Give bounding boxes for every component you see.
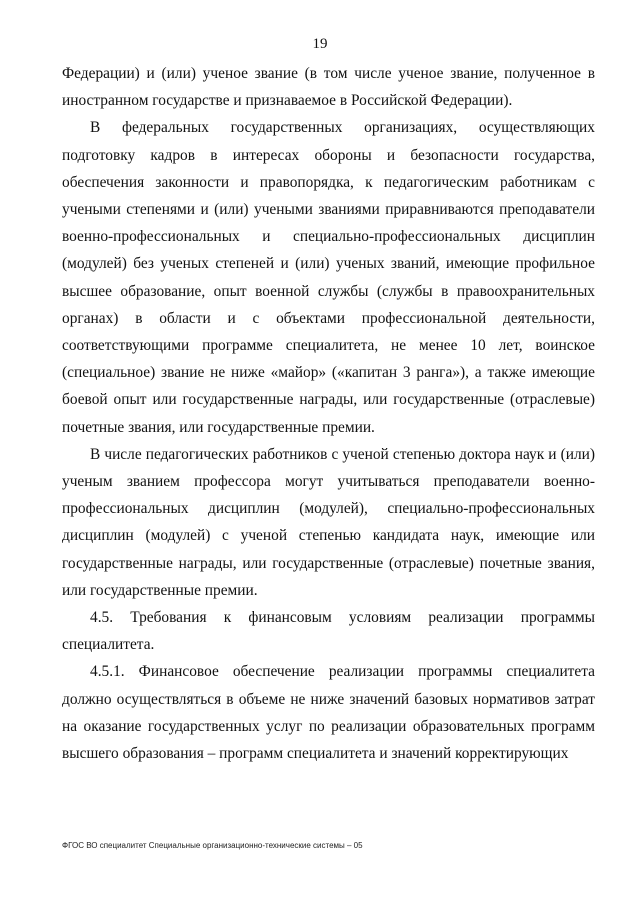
- paragraph-4-5-1: 4.5.1. Финансовое обеспечение реализации программы специалитета должно осуществляться в объеме не ниже значений базовых нормативов затрат на оказание государственных услуг по реализации образовательных программ высшего образования – программ специалитета и значений корректирующих: [62, 663, 595, 763]
- page-footer: ФГОС ВО специалитет Специальные организационно-технические системы – 05: [62, 841, 363, 850]
- page-number: 19: [312, 36, 328, 52]
- paragraph-continuation: Федерации) и (или) ученое звание (в том числе ученое звание, полученное в иностранном государстве и признаваемое в Российской Федерации).: [62, 65, 595, 110]
- section-heading-4-5: 4.5. Требования к финансовым условиям реализации программы специалитета.: [62, 609, 595, 654]
- body-text: [62, 60, 595, 767]
- paragraph-federal-organizations: В федеральных государственных организациях, осуществляющих подготовку кадров в интересах обороны и безопасности государства, обеспечения законности и правопорядка, к педагогическим работникам с учеными степенями и (или) учеными званиями приравниваются преподаватели военно-профессиональных и специально-профессиональных дисциплин (модулей) без ученых степеней и (или) ученых званий, имеющие профильное высшее образование, опыт военной службы (службы в правоохранительных органах) в области и с объектами профессиональной деятельности, соответствующими программе специалитета, не менее 10 лет, воинское (специальное) звание не ниже «майор» («капитан 3 ранга»), а также имеющие боевой опыт или государственные награды, или государственные (отраслевые) почетные звания, или государственные премии.: [62, 119, 595, 436]
- paragraph-doctors-of-science: В числе педагогических работников с ученой степенью доктора наук и (или) ученым званием профессора могут учитываться преподаватели военно-профессиональных дисциплин (модулей), специально-профессиональных дисциплин (модулей) с ученой степенью кандидата наук, имеющие или государственные награды, или государственные (отраслевые) почетные звания, или государственные премии.: [62, 445, 595, 599]
